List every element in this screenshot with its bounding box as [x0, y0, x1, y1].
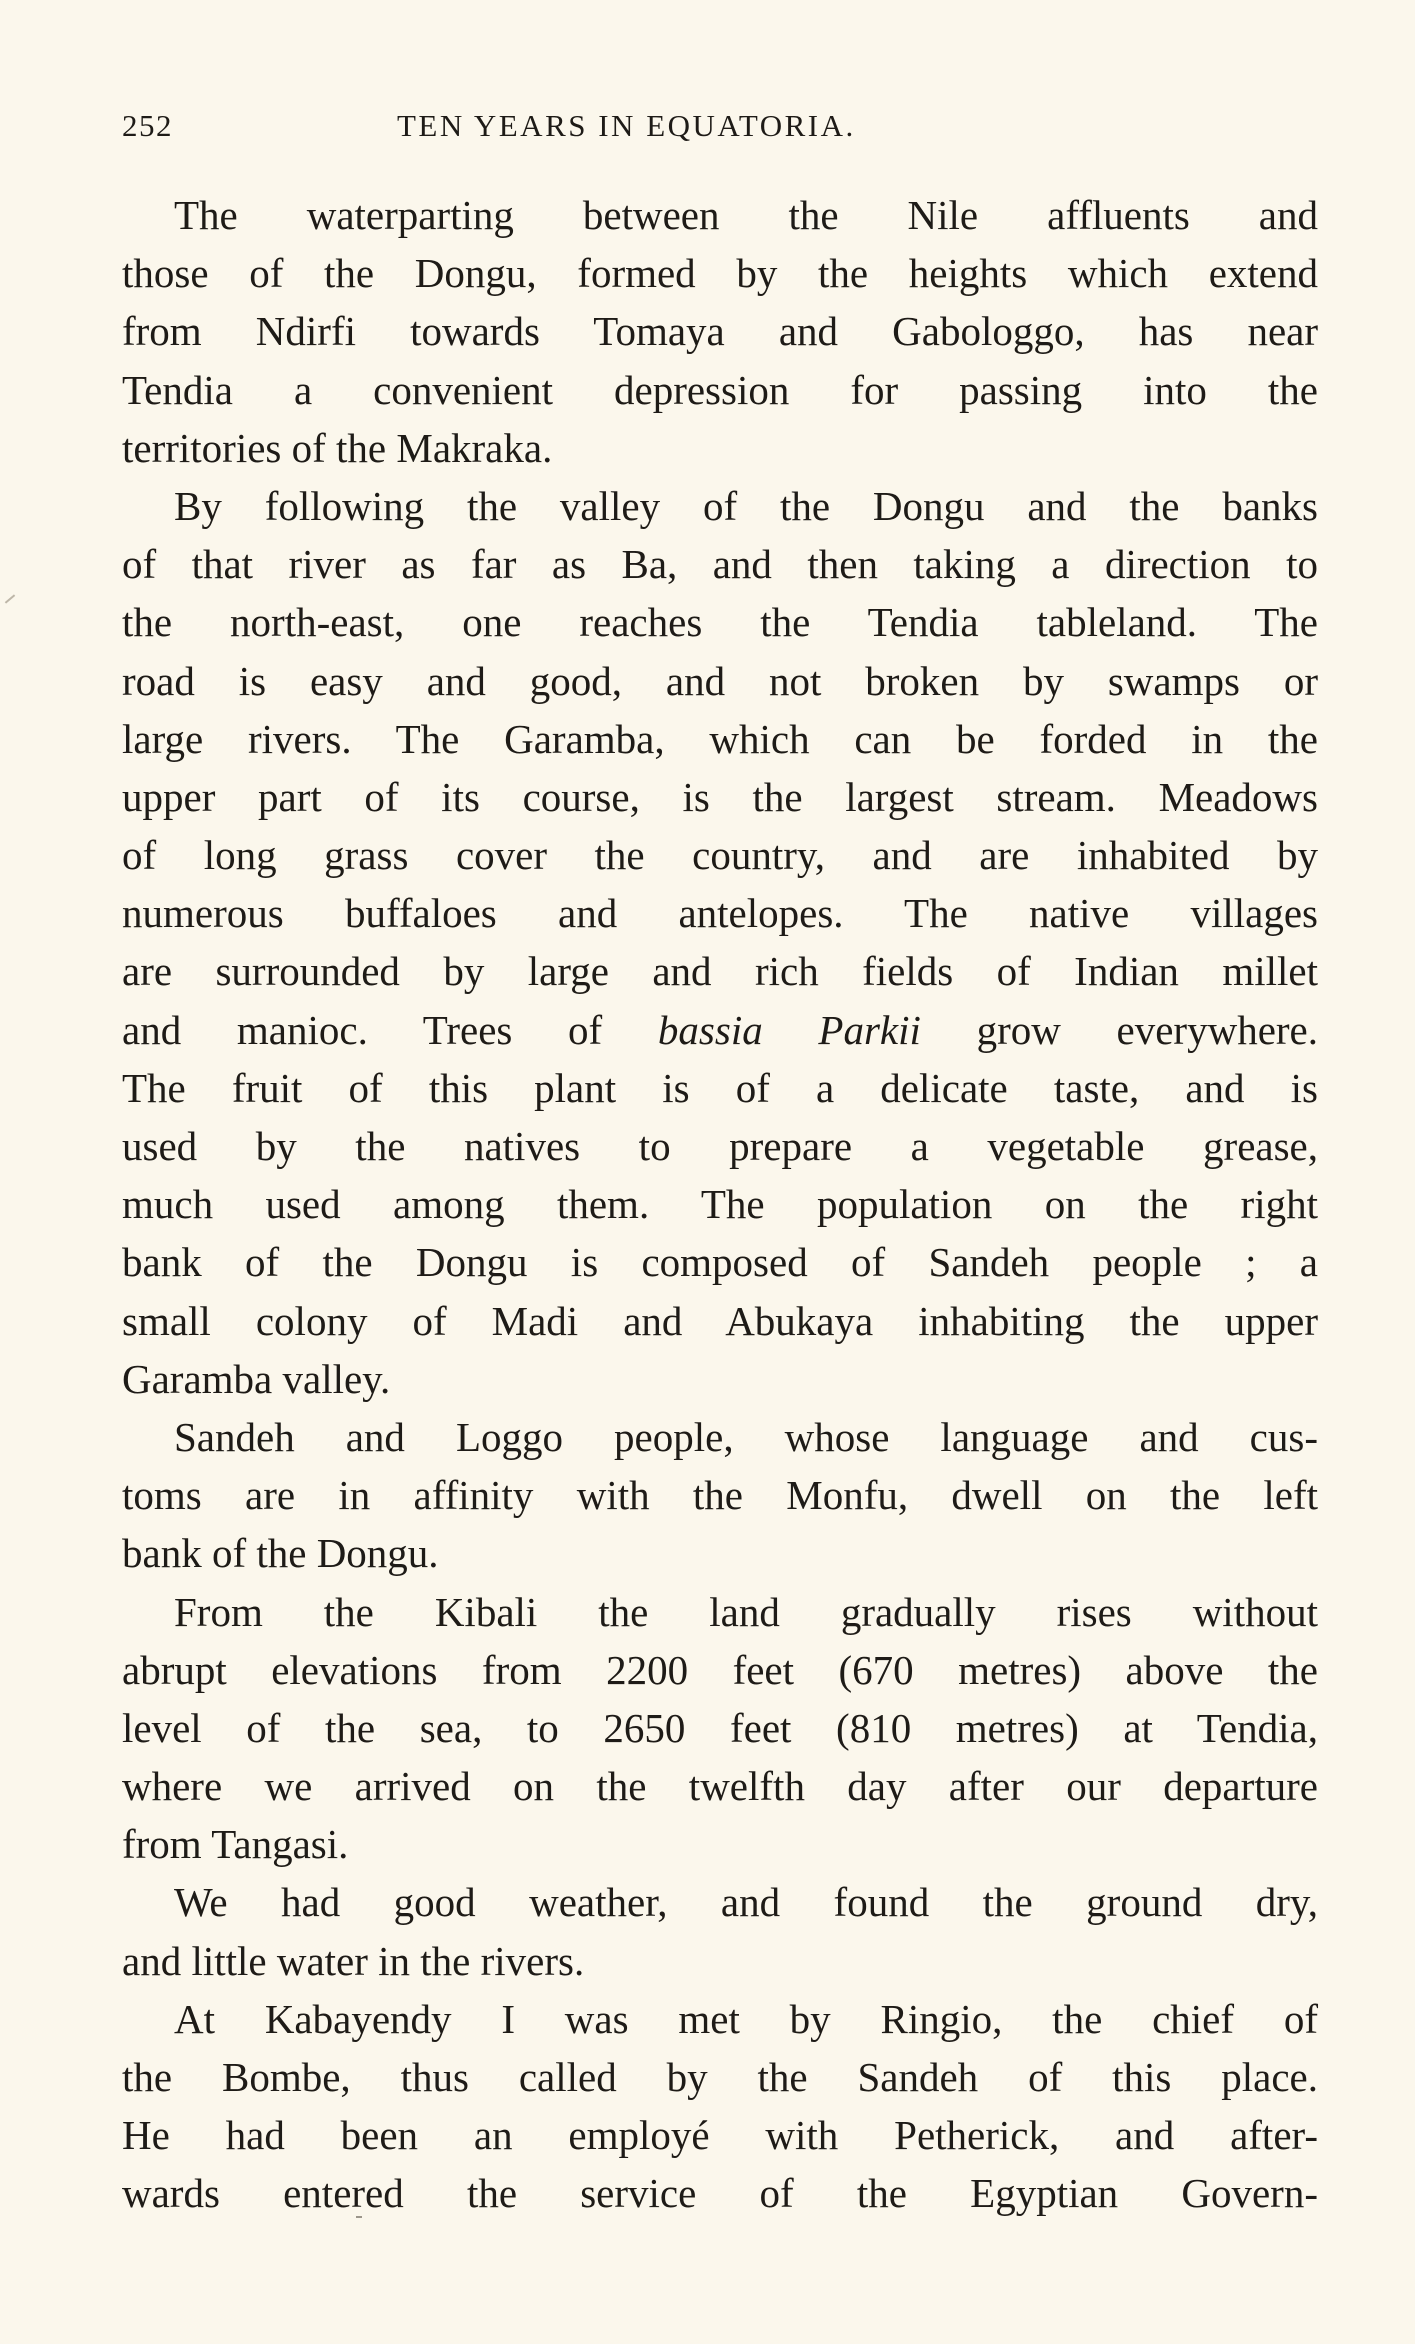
text-line: of long grass cover the country, and are inhabited by	[122, 832, 1318, 879]
text-line: of that river as far as Ba, and then taking a direction to	[122, 541, 1318, 588]
text-line: are surrounded by large and rich fields of Indian millet	[122, 948, 1318, 995]
text-line: By following the valley of the Dongu and the banks	[174, 482, 1318, 529]
text-line: At Kabayendy I was met by Ringio, the chief of	[174, 1995, 1318, 2042]
text-line: small colony of Madi and Abukaya inhabiting the upper	[122, 1297, 1318, 1344]
text-line: toms are in affinity with the Monfu, dwell on the left	[122, 1472, 1318, 1519]
text-line: wards entered the service of the Egyptian Govern-	[122, 2170, 1318, 2217]
text-line: where we arrived on the twelfth day after our departure	[122, 1763, 1318, 1810]
text-line: The waterparting between the Nile affluents and	[174, 192, 1318, 238]
text-line: The fruit of this plant is of a delicate taste, and is	[122, 1064, 1318, 1111]
text-line: and little water in the rivers.	[122, 1937, 585, 1984]
text-line: From the Kibali the land gradually rises without	[174, 1588, 1318, 1635]
body-text	[122, 186, 1318, 2223]
text-line: level of the sea, to 2650 feet (810 metres) at Tendia,	[122, 1704, 1318, 1751]
text-line: upper part of its course, is the largest stream. Meadows	[122, 773, 1318, 820]
running-head	[122, 108, 1042, 154]
italic-species-name: bassia Parkii	[657, 1006, 921, 1053]
text-line: numerous buffaloes and antelopes. The native villages	[122, 890, 1318, 937]
text-line: and manioc. Trees of bassia Parkii grow everywhere.	[122, 1006, 1318, 1053]
text-line: from Tangasi.	[122, 1821, 349, 1868]
running-title: TEN YEARS IN EQUATORIA.	[397, 108, 856, 143]
text-line: the north-east, one reaches the Tendia tableland. The	[122, 599, 1318, 646]
text-line: the Bombe, thus called by the Sandeh of this place.	[122, 2054, 1318, 2100]
text-line: Sandeh and Loggo people, whose language and cus-	[174, 1413, 1318, 1460]
text-line: bank of the Dongu.	[122, 1530, 439, 1577]
printer-mark	[356, 2216, 362, 2218]
text-line: much used among them. The population on the right	[122, 1181, 1318, 1228]
text-line: used by the natives to prepare a vegetable grease,	[122, 1123, 1318, 1169]
text-line: abrupt elevations from 2200 feet (670 metres) above the	[122, 1646, 1318, 1693]
page-number: 252	[122, 108, 173, 143]
text-line: territories of the Makraka.	[122, 424, 553, 471]
text-line: large rivers. The Garamba, which can be forded in the	[122, 715, 1318, 762]
text-line: Tendia a convenient depression for passing into the	[122, 366, 1318, 413]
text-line: bank of the Dongu is composed of Sandeh people ; a	[122, 1239, 1318, 1286]
text-line: from Ndirfi towards Tomaya and Gabologgo, has near	[122, 308, 1318, 355]
text-line: Garamba valley.	[122, 1355, 391, 1402]
text-line: He had been an employé with Petherick, and after-	[122, 2112, 1318, 2159]
text-line: We had good weather, and found the ground dry,	[174, 1879, 1318, 1926]
margin-mark	[5, 594, 15, 603]
text-line: road is easy and good, and not broken by swamps or	[122, 657, 1318, 704]
text-line: those of the Dongu, formed by the heights which extend	[122, 250, 1318, 297]
